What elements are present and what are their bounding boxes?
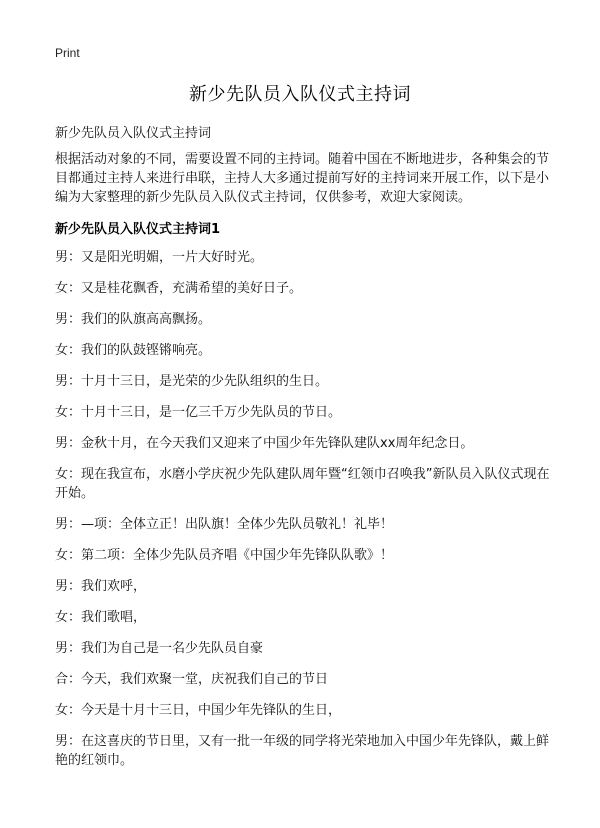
intro-paragraph: 根据活动对象的不同，需要设置不同的主持词。随着中国在不断地进步，各种集会的节目都通过主持人来进行串联，主持人大多通过提前写好的主持词来开展工作，以下是小编为大家整理的新少先队员入队仪式主持词，仅供参考，欢迎大家阅读。 [55,152,550,205]
dialogue-line: 男：十月十三日，是光荣的少先队组织的生日。 [55,374,329,389]
dialogue-line: 男：在这喜庆的节日里，又有一批一年级的同学将光荣地加入中国少年先锋队，戴上鲜艳的红领巾。 [55,734,550,768]
dialogue-line: 男：我们的队旗高高飘扬。 [55,312,212,327]
dialogue-line: 男：—项：全体立正！出队旗！全体少先队员敬礼！礼毕！ [55,517,394,532]
page-title: 新少先队员入队仪式主持词 [189,84,411,105]
dialogue-line: 女：又是桂花飘香，充满希望的美好日子。 [55,281,303,296]
dialogue-line: 男：金秋十月，在今天我们又迎来了中国少年先锋队建队xx周年纪念日。 [55,436,474,451]
document-subtitle: 新少先队员入队仪式主持词 [55,126,212,141]
dialogue-line: 女：十月十三日，是一亿三千万少先队员的节日。 [55,405,342,420]
dialogue-line: 男：我们为自己是一名少先队员自豪 [55,641,264,656]
dialogue-line: 女：我们歌唱， [55,610,147,625]
dialogue-line: 男：我们欢呼， [55,579,147,594]
dialogue-line: 合：今天，我们欢聚一堂，庆祝我们自己的节日 [55,672,329,687]
dialogue-line: 女：今天是十月十三日，中国少年先锋队的生日， [55,703,342,718]
dialogue-line: 女：第二项：全体少先队员齐唱《中国少年先锋队队歌》！ [55,548,394,563]
dialogue-list [55,248,560,782]
print-link[interactable]: Print [55,46,80,60]
dialogue-line: 男：又是阳光明媚，一片大好时光。 [55,250,264,265]
section-heading: 新少先队员入队仪式主持词1 [55,222,221,237]
dialogue-line: 女：我们的队鼓铿锵响亮。 [55,343,212,358]
dialogue-line: 女：现在我宣布，水磨小学庆祝少先队建队周年暨“红领巾召唤我”新队员入队仪式现在开始。 [55,467,550,501]
